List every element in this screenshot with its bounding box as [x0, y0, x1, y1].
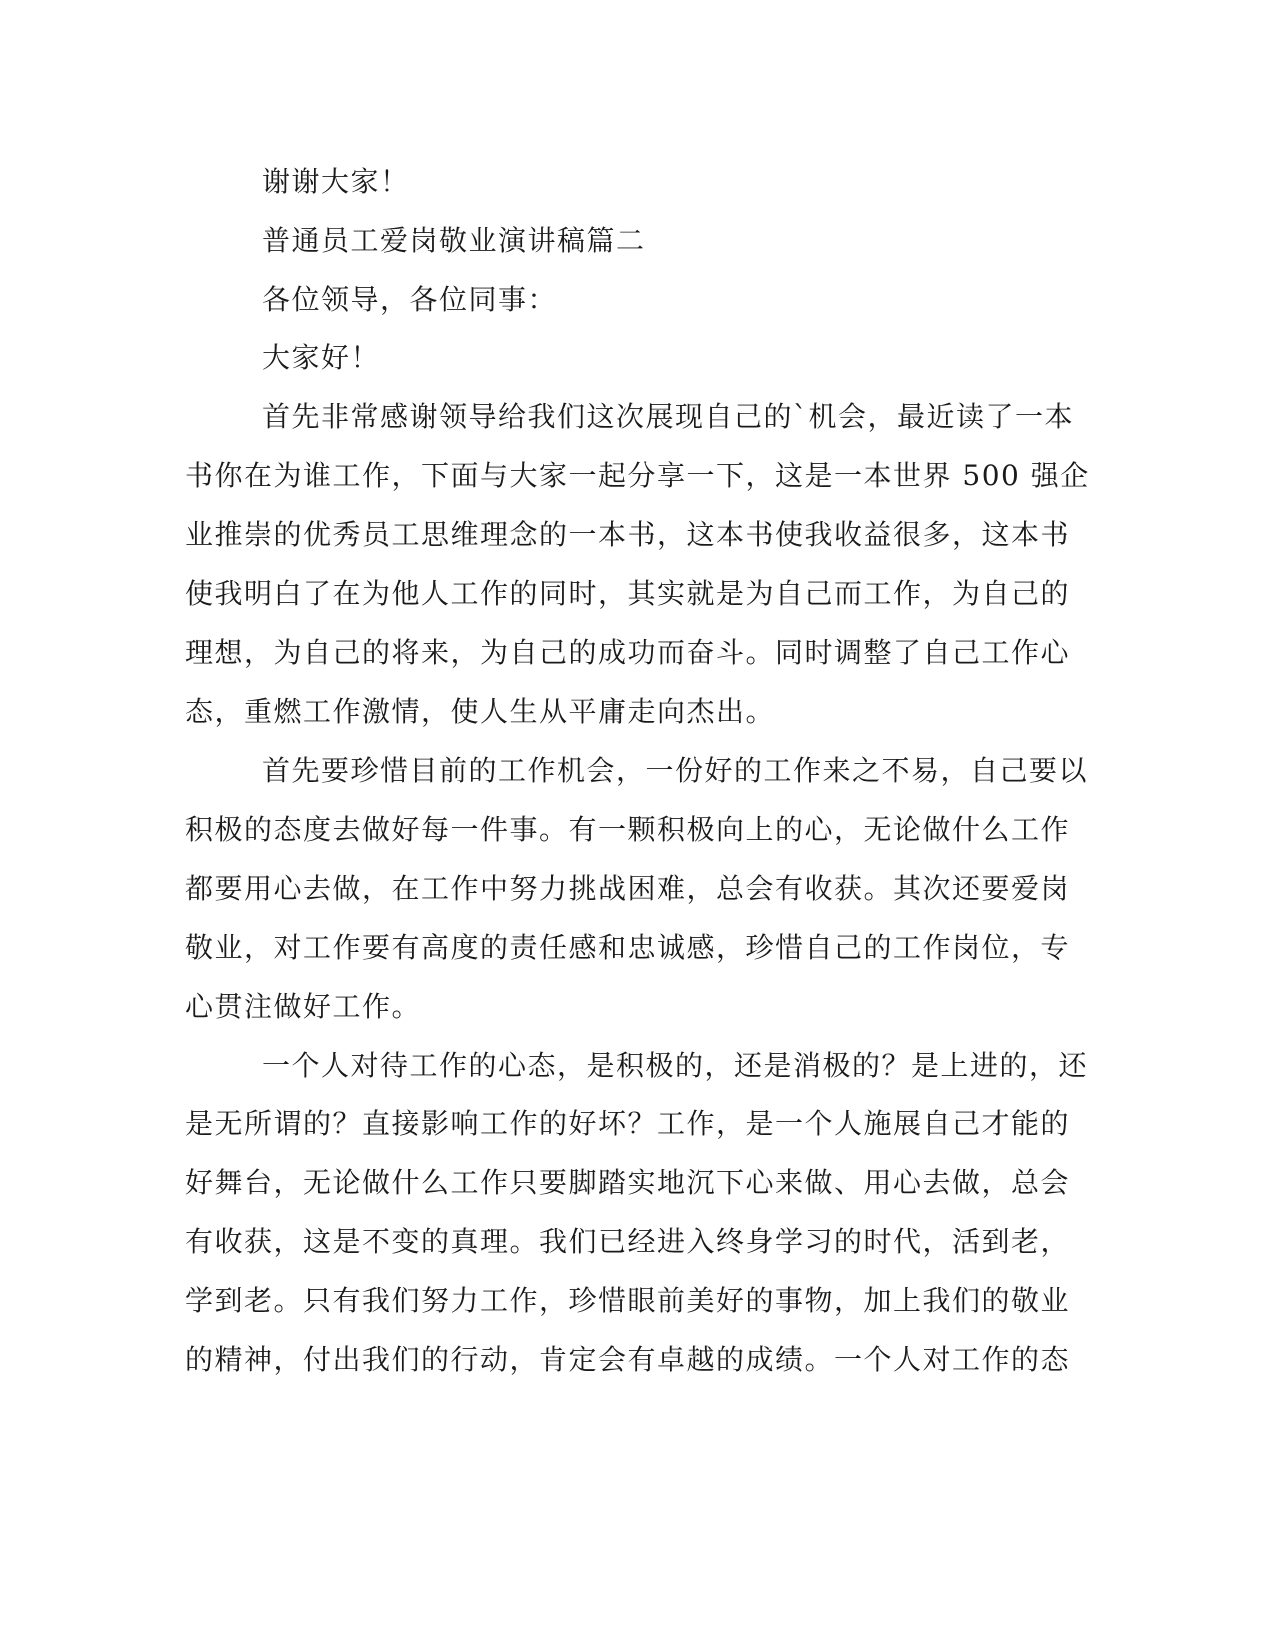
closing-thanks: 谢谢大家！ [262, 165, 410, 198]
paragraph-line: 学到老。只有我们努力工作，珍惜眼前美好的事物，加上我们的敬业 [185, 1284, 1071, 1317]
paragraph-line: 是无所谓的？直接影响工作的好坏？工作，是一个人施展自己才能的 [185, 1107, 1071, 1140]
paragraph-line: 首先非常感谢领导给我们这次展现自己的`机会，最近读了一本 [262, 400, 1075, 433]
paragraph-line: 使我明白了在为他人工作的同时，其实就是为自己而工作，为自己的 [185, 577, 1071, 610]
greeting: 大家好！ [262, 341, 381, 374]
salutation: 各位领导，各位同事： [262, 283, 558, 316]
paragraph-line: 好舞台，无论做什么工作只要脚踏实地沉下心来做、用心去做，总会 [185, 1166, 1071, 1199]
paragraph-line: 敬业，对工作要有高度的责任感和忠诚感，珍惜自己的工作岗位，专 [185, 931, 1071, 964]
section-title: 普通员工爱岗敬业演讲稿篇二 [262, 224, 646, 257]
paragraph-line: 理想，为自己的将来，为自己的成功而奋斗。同时调整了自己工作心 [185, 636, 1071, 669]
paragraph-line: 业推崇的优秀员工思维理念的一本书，这本书使我收益很多，这本书 [185, 518, 1071, 551]
paragraph-line: 态，重燃工作激情，使人生从平庸走向杰出。 [185, 695, 776, 728]
paragraph-line: 有收获，这是不变的真理。我们已经进入终身学习的时代，活到老， [185, 1225, 1071, 1258]
paragraph-line: 首先要珍惜目前的工作机会，一份好的工作来之不易，自己要以 [262, 754, 1089, 787]
paragraph-line: 书你在为谁工作，下面与大家一起分享一下，这是一本世界 500 强企 [185, 459, 1090, 492]
paragraph-line: 积极的态度去做好每一件事。有一颗积极向上的心，无论做什么工作 [185, 813, 1071, 846]
paragraph-line: 都要用心去做，在工作中努力挑战困难，总会有收获。其次还要爱岗 [185, 872, 1071, 905]
paragraph-line: 一个人对待工作的心态，是积极的，还是消极的？是上进的，还 [262, 1049, 1089, 1082]
paragraph-line: 心贯注做好工作。 [185, 990, 422, 1023]
paragraph-line: 的精神，付出我们的行动，肯定会有卓越的成绩。一个人对工作的态 [185, 1343, 1071, 1376]
